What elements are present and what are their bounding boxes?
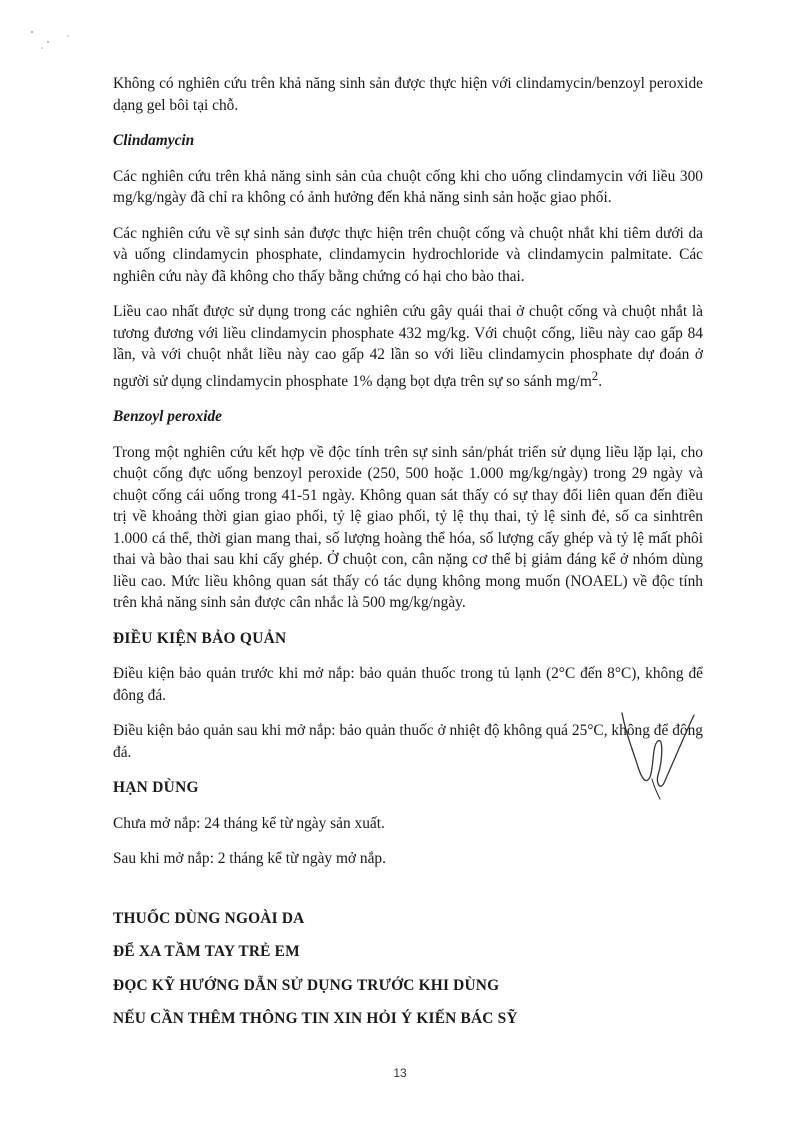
dose-paragraph-text: Liều cao nhất được sử dụng trong các nghiên cứu gây quái thai ở chuột cống và chuột nhắt là tương đương với liều clindamycin phosphate 432 mg/kg. Với chuột cống, liều này cao gấp 84 lần, và với chuột nhắt liều này cao gấp 42 lần so với liều clindamycin phosphate dự đoán ở người sử dụng clindamycin phosphate 1% dạng bọt dựa trên sự so sánh mg/m [113,303,703,390]
benzoyl-peroxide-heading: Benzoyl peroxide [113,408,223,426]
storage-before-opening: Điều kiện bảo quản trước khi mở nắp: bảo quản thuốc trong tủ lạnh (2°C đến 8°C), không để đông đá. [113,665,703,704]
storage-heading: ĐIỀU KIỆN BẢO QUẢN [113,629,287,647]
clindamycin-dose-paragraph [113,301,703,392]
clindamycin-heading: Clindamycin [113,132,195,149]
intro-paragraph: Không có nghiên cứu trên khả năng sinh sản được thực hiện với clindamycin/benzoyl peroxide dạng gel bôi tại chỗ. [113,75,703,114]
handwritten-signature [600,705,700,805]
storage-after-opening: Điều kiện bảo quản sau khi mở nắp: bảo quản thuốc ở nhiệt độ không quá 25°C, không để đông đá. [113,722,703,761]
shelf-life-opened: Sau khi mở nắp: 2 tháng kể từ ngày mở nắp. [113,850,386,868]
warning-ask-doctor: NẾU CẦN THÊM THÔNG TIN XIN HỎI Ý KIẾN BÁC SỸ [113,1010,518,1028]
signature-stroke [652,779,660,799]
signature-stroke [622,713,694,786]
clindamycin-reproduction-paragraph: Các nghiên cứu về sự sinh sản được thực hiện trên chuột cống và chuột nhắt khi tiêm dưới da và uống clindamycin phosphate, clindamycin hydrochloride và clindamycin palmitate. Các nghiên cứu này đã không cho thấy bằng chứng có hại cho bào thai. [113,224,703,285]
page-content [113,73,703,1042]
warning-keep-away-children: ĐỂ XA TẦM TAY TRẺ EM [113,943,300,961]
warning-external-use: THUỐC DÙNG NGOÀI DA [113,909,305,927]
shelf-life-unopened: Chưa mở nắp: 24 tháng kể từ ngày sản xuất. [113,814,385,832]
superscript-2: 2 [591,368,599,383]
benzoyl-peroxide-paragraph: Trong một nghiên cứu kết hợp về độc tính trên sự sinh sản/phát triển sử dụng liều lặp lại, cho chuột cống đực uống benzoyl peroxide (250, 500 hoặc 1.000 mg/kg/ngày) trong 29 ngày và chuột cống cái uống trong 41-51 ngày. Không quan sát thấy có sự thay đổi liên quan đến điều trị về khoảng thời gian giao phối, tỷ lệ giao phối, tỷ lệ thụ thai, tỷ lệ sinh đẻ, số ca sinhtrên 1.000 cá thể, thời gian mang thai, số lượng hoàng thể hóa, số lượng cấy ghép và tỷ lệ mất phôi thai và bào thai sau khi cấy ghép. Ở chuột con, cân nặng cơ thể bị giảm đáng kể ở nhóm dùng liều cao. Mức liều không quan sát thấy có tác dụng không mong muốn (NOAEL) về độc tính trên khả năng sinh sản được cân nhắc là 500 mg/kg/ngày. [113,443,703,612]
clindamycin-fertility-paragraph: Các nghiên cứu trên khả năng sinh sản của chuột cống khi cho uống clindamycin với liều 300 mg/kg/ngày đã chỉ ra không có ảnh hưởng đến khả năng sinh sản hoặc giao phối. [113,167,703,206]
page-number: 13 [393,1066,407,1080]
speck [41,47,43,49]
warning-read-instructions: ĐỌC KỸ HƯỚNG DẪN SỬ DỤNG TRƯỚC KHI DÙNG [113,976,500,994]
speck [31,31,33,33]
speck [47,41,49,43]
speck [67,35,69,37]
dose-paragraph-end: . [598,372,603,390]
shelf-life-heading: HẠN DÙNG [113,779,199,797]
spacer [113,884,703,908]
scan-specks [28,28,88,58]
